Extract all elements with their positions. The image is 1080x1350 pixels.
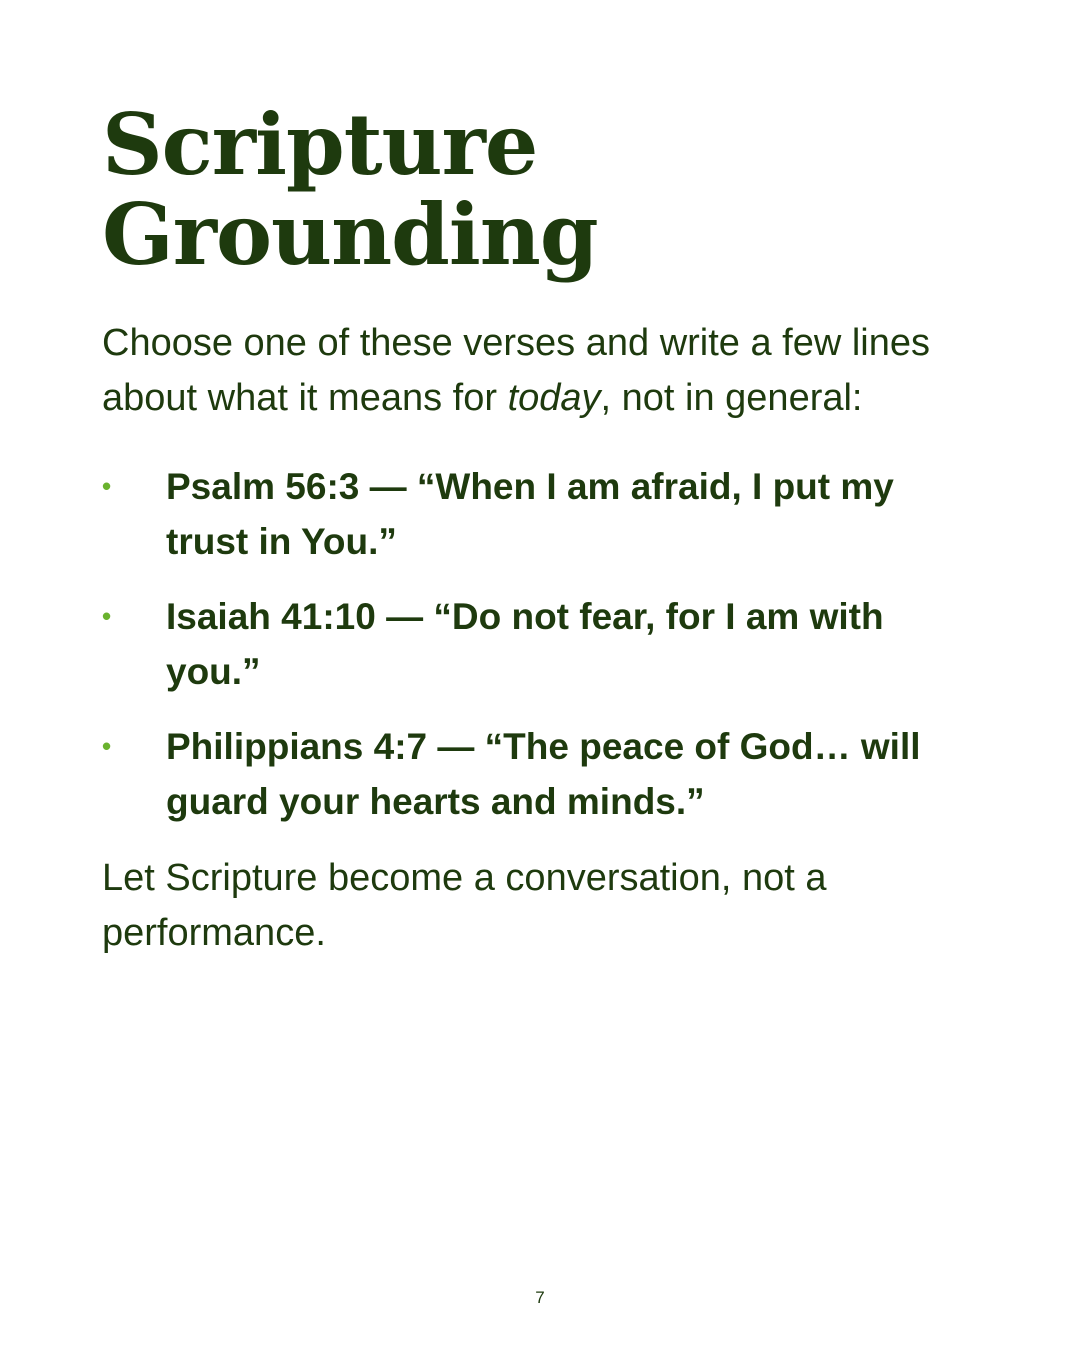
bullet-icon: • (102, 731, 112, 761)
verse-list (102, 459, 972, 829)
verse-text: Isaiah 41:10 — “Do not fear, for I am with you.” (166, 596, 884, 692)
intro-text-after: , not in general: (600, 377, 863, 419)
verse-text: Psalm 56:3 — “When I am afraid, I put my trust in You.” (166, 466, 894, 562)
bullet-icon: • (102, 601, 112, 631)
page-number: 7 (535, 1288, 545, 1307)
title-line-2: Grounding (102, 185, 598, 284)
bullet-icon: • (102, 471, 112, 501)
intro-text-before: Choose one of these verses and write a few lines about what it means for (102, 322, 931, 419)
page-title (102, 95, 972, 284)
page-content (102, 95, 972, 961)
closing-paragraph: Let Scripture become a conversation, not a performance. (102, 857, 827, 954)
verse-text: Philippians 4:7 — “The peace of God… will guard your hearts and minds.” (166, 726, 921, 822)
verse-item-psalm (102, 459, 972, 569)
intro-paragraph (102, 316, 972, 426)
verse-item-philippians (102, 719, 972, 829)
intro-emphasis: today (507, 377, 601, 419)
verse-item-isaiah (102, 589, 972, 699)
title-line-1: Scripture (102, 95, 538, 194)
